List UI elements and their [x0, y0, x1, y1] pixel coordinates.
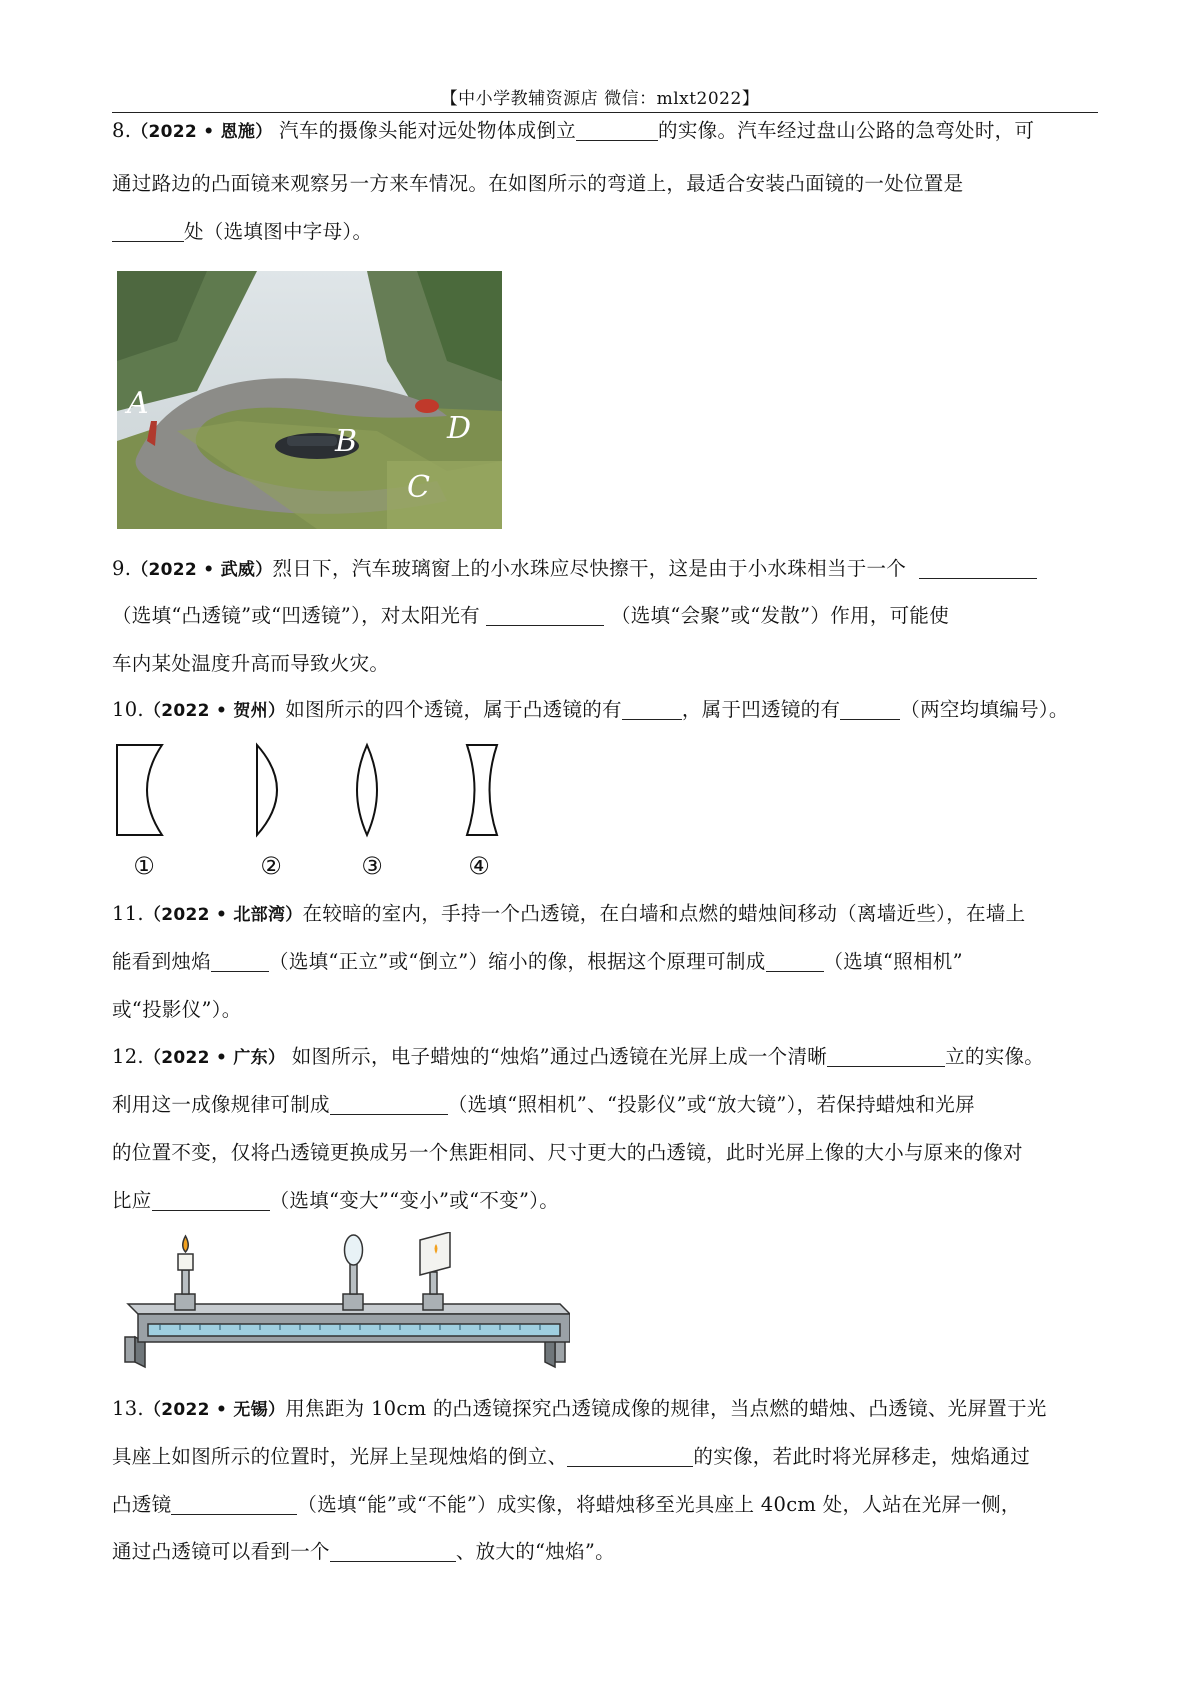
q12-line-4 [112, 1187, 1102, 1215]
q9-number: 9. [112, 557, 132, 580]
q12-text-1a: 如图所示，电子蜡烛的“烛焰”通过凸透镜在光屏上成一个清晰 [285, 1045, 828, 1068]
q13-text-4b: 、放大的“烛焰”。 [455, 1540, 615, 1563]
lens-label-3: ③ [361, 852, 383, 880]
photo-label-c: C [407, 470, 430, 505]
screen-holder [420, 1232, 450, 1310]
q9-text-2b: （选填“会聚”或“发散”）作用，可能使 [610, 604, 950, 627]
optical-bench-figure [120, 1232, 570, 1372]
q12-number: 12. [112, 1045, 144, 1068]
photo-label-b: B [335, 424, 358, 459]
q13-line-4 [112, 1538, 1102, 1566]
q8-line-3 [112, 218, 1102, 246]
q13-blank-3[interactable] [330, 1541, 456, 1562]
page-header: 【中小学教辅资源店 微信：mlxt2022】 [440, 89, 760, 109]
q10-text-1b: ，属于凹透镜的有 [681, 698, 841, 721]
q11-text-1: 在较暗的室内，手持一个凸透镜，在白墙和点燃的蜡烛间移动（离墙近些），在墙上 [302, 902, 1026, 925]
lens-label-4: ④ [468, 852, 490, 880]
q9-text-2a: （选填“凸透镜”或“凹透镜”），对太阳光有 [112, 604, 480, 627]
q11-text-2a: 能看到烛焰 [112, 950, 212, 973]
q11-source: （2022 • 北部湾） [143, 905, 303, 925]
q10-source: （2022 • 贺州） [143, 701, 286, 721]
q9-line-2 [112, 602, 1102, 630]
q11-line-1 [112, 900, 1102, 929]
lens-3-biconvex [357, 745, 377, 835]
q13-line-3 [112, 1491, 1102, 1519]
photo-label-a: A [127, 386, 149, 421]
q9-blank-1[interactable] [919, 558, 1037, 579]
q12-line-1 [112, 1043, 1102, 1072]
q8-number: 8. [112, 119, 132, 142]
q11-line-2 [112, 948, 1102, 976]
q10-line-1 [112, 696, 1102, 725]
q13-source: （2022 • 无锡） [143, 1400, 286, 1420]
q8-line-1 [112, 117, 1102, 146]
q9-source: （2022 • 武威） [131, 560, 273, 580]
q11-blank-1[interactable] [211, 951, 269, 972]
q13-text-2a: 具座上如图所示的位置时，光屏上呈现烛焰的倒立、 [112, 1445, 568, 1468]
q11-blank-2[interactable] [766, 951, 824, 972]
q8-text-3: 处（选填图中字母）。 [184, 220, 373, 243]
q12-blank-3[interactable] [152, 1190, 270, 1211]
q13-blank-1[interactable] [567, 1446, 693, 1467]
lens-1-meniscus [117, 745, 162, 835]
q12-text-4b: （选填“变大”“变小”或“不变”）。 [269, 1189, 560, 1212]
q9-blank-2[interactable] [486, 605, 604, 626]
q13-blank-2[interactable] [171, 1494, 297, 1515]
lens-holder [343, 1235, 363, 1310]
q8-source: （2022 • 恩施） [131, 122, 273, 142]
q12-line-3: 的位置不变，仅将凸透镜更换成另一个焦距相同、尺寸更大的凸透镜，此时光屏上像的大小与原来的像对 [112, 1141, 1023, 1164]
q12-text-2b: （选填“照相机”、“投影仪”或“放大镜”），若保持蜡烛和光屏 [447, 1093, 975, 1116]
header-rule [112, 112, 1098, 113]
q12-text-4a: 比应 [112, 1189, 152, 1212]
q13-number: 13. [112, 1397, 144, 1420]
lens-label-1: ① [133, 852, 155, 880]
q8-line-2: 通过路边的凸面镜来观察另一方来车情况。在如图所示的弯道上，最适合安装凸面镜的一处位置是 [112, 172, 964, 195]
q12-line-2 [112, 1091, 1102, 1119]
q11-number: 11. [112, 902, 144, 925]
mountain-road-photo [117, 271, 502, 529]
q8-blank-1[interactable] [576, 120, 658, 141]
q13-text-4a: 通过凸透镜可以看到一个 [112, 1540, 330, 1563]
q10-text-1c: （两空均填编号）。 [900, 698, 1069, 721]
q11-line-3: 或“投影仪”）。 [112, 998, 242, 1021]
q12-blank-1[interactable] [827, 1046, 945, 1067]
lens-4-biconcave [467, 745, 497, 835]
q13-text-2b: 的实像，若此时将光屏移走，烛焰通过 [693, 1445, 1031, 1468]
q11-text-2b: （选填“正立”或“倒立”）缩小的像，根据这个原理可制成 [269, 950, 766, 973]
q12-text-2a: 利用这一成像规律可制成 [112, 1093, 330, 1116]
q13-line-2 [112, 1443, 1102, 1471]
candle-holder [175, 1236, 195, 1310]
q12-text-1b: 立的实像。 [945, 1045, 1045, 1068]
photo-label-d: D [447, 411, 472, 446]
q8-blank-2[interactable] [112, 221, 184, 242]
q10-number: 10. [112, 698, 144, 721]
q13-line-1 [112, 1395, 1102, 1424]
lens-label-2: ② [260, 852, 282, 880]
q13-text-3a: 凸透镜 [112, 1493, 172, 1516]
q8-text-1b: 的实像。汽车经过盘山公路的急弯处时，可 [658, 119, 1035, 142]
q9-text-1: 烈日下，汽车玻璃窗上的小水珠应尽快擦干，这是由于小水珠相当于一个 [272, 557, 907, 580]
lens-2-planoconvex [257, 745, 277, 835]
q10-blank-1[interactable] [622, 699, 682, 720]
four-lenses-figure [112, 740, 512, 840]
q13-text-3b: （选填“能”或“不能”）成实像，将蜡烛移至光具座上 40cm 处，人站在光屏一侧， [297, 1493, 1021, 1516]
q10-text-1a: 如图所示的四个透镜，属于凸透镜的有 [285, 698, 622, 721]
q12-source: （2022 • 广东） [143, 1048, 286, 1068]
q9-line-3: 车内某处温度升高而导致火灾。 [112, 652, 390, 675]
q10-blank-2[interactable] [840, 699, 900, 720]
q8-text-1a: 汽车的摄像头能对远处物体成倒立 [272, 119, 577, 142]
q9-line-1 [112, 555, 1102, 584]
q11-text-2c: （选填“照相机” [823, 950, 963, 973]
q12-blank-2[interactable] [330, 1094, 448, 1115]
q13-text-1: 用焦距为 10cm 的凸透镜探究凸透镜成像的规律，当点燃的蜡烛、凸透镜、光屏置于光 [285, 1397, 1047, 1420]
